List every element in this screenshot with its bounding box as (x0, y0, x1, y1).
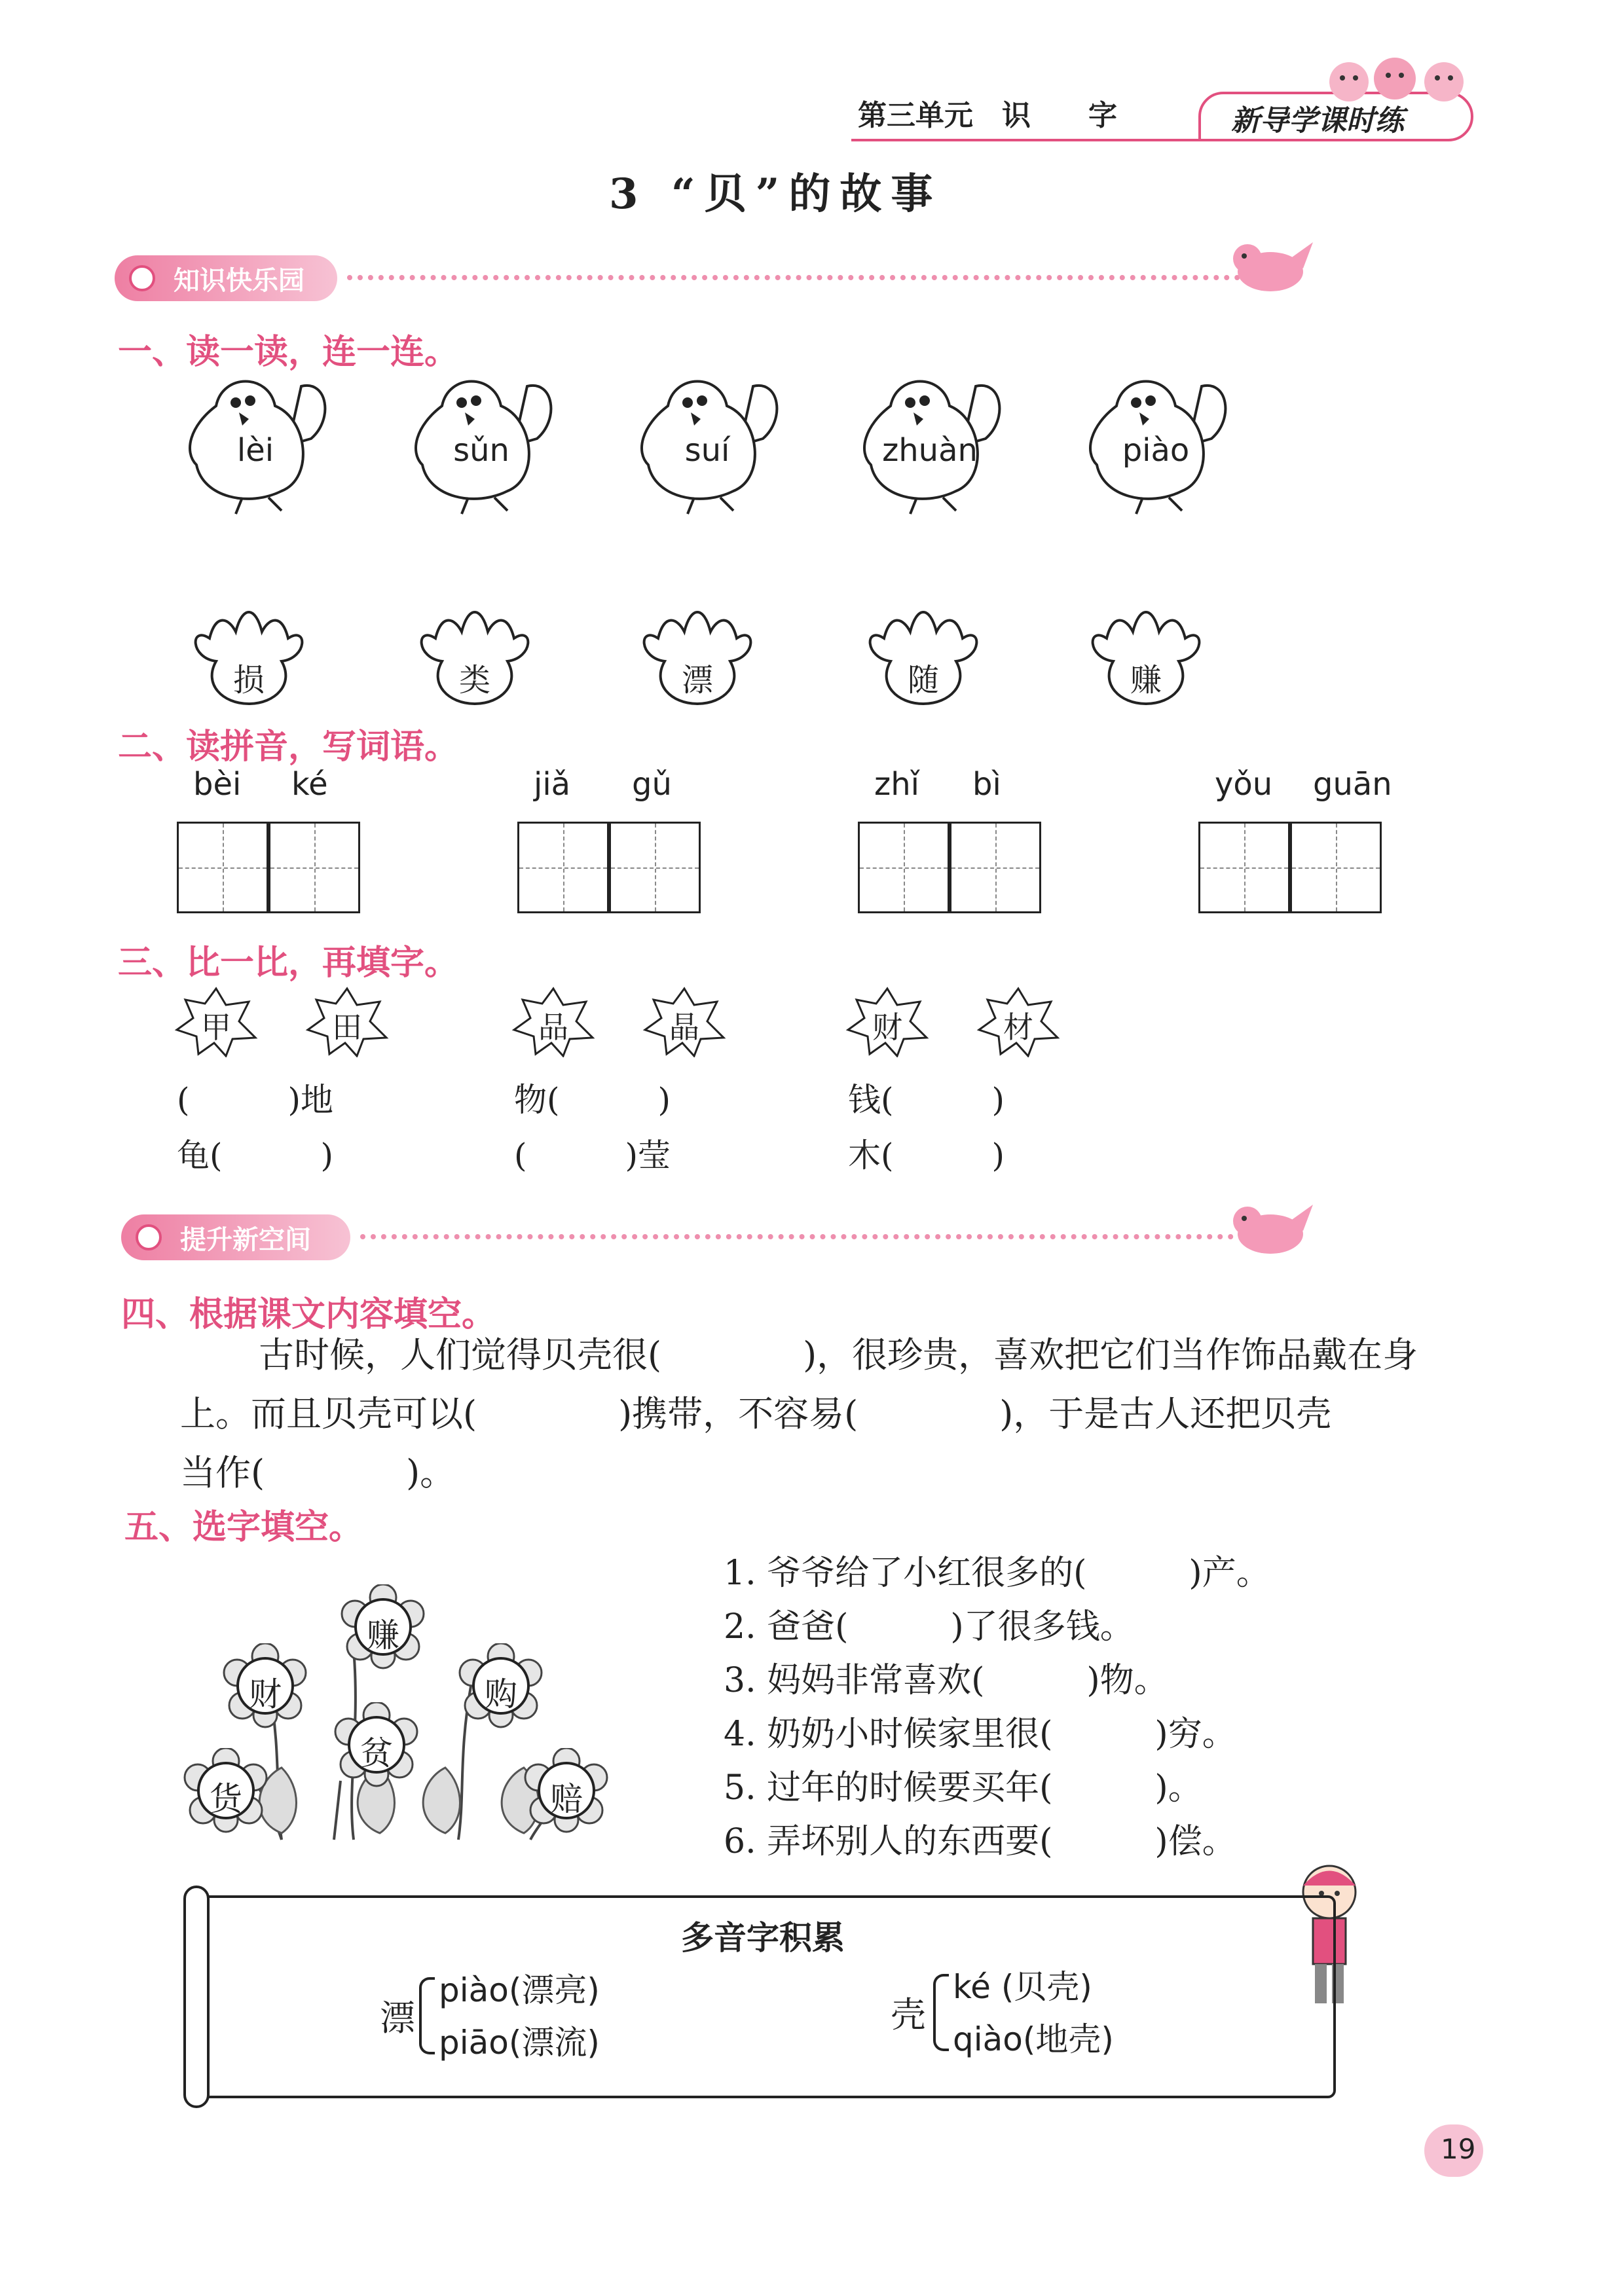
polyphone-left-r2: piāo(漂流) (439, 2024, 600, 2062)
section4-title: 四、根据课文内容填空。 (121, 1295, 496, 1334)
s4-line3: 当作( )。 (180, 1452, 456, 1493)
banner-divider (347, 275, 1251, 280)
banner-dot-icon (136, 1224, 162, 1250)
plant-card-0 (183, 599, 314, 710)
s5-question[interactable]: 2. 爸爸( )了很多钱。 (724, 1607, 1134, 1647)
polyphone-right-r2: qiào(地壳) (953, 2020, 1114, 2058)
header-line (851, 139, 1205, 141)
banner-advance (121, 1214, 350, 1260)
bird-card-0 (177, 367, 334, 517)
polyphone-char-right: 壳 (891, 1994, 926, 2035)
plant-card-4 (1080, 599, 1211, 710)
star-badge (845, 985, 930, 1057)
s2-pinyin-b: bì (972, 766, 1001, 803)
flower-char: 购 (485, 1675, 517, 1713)
section5-title: 五、选字填空。 (124, 1508, 363, 1547)
flower-char: 赔 (550, 1780, 583, 1818)
bird-card-3 (851, 367, 1008, 517)
polyphone-left-r1: piào(漂亮) (439, 1971, 600, 2009)
pink-bird-icon (1225, 1195, 1316, 1269)
plant-char: 赚 (1130, 662, 1162, 699)
s5-question[interactable]: 4. 奶奶小时候家里很( )穷。 (724, 1715, 1236, 1754)
s2-pinyin-a: bèi (193, 766, 242, 803)
write-box[interactable] (177, 822, 268, 913)
plant-char: 漂 (681, 662, 713, 699)
star-char: 财 (872, 1010, 902, 1045)
kids-faces-icon (1323, 56, 1480, 111)
flower-2 (458, 1643, 544, 1728)
s4-line2: 上。而且贝壳可以( )携带，不容易( )，于是古人还把贝壳 (180, 1393, 1332, 1434)
flower-char: 赚 (367, 1616, 399, 1654)
write-box[interactable] (1290, 822, 1382, 913)
bird-pinyin: suí (684, 432, 730, 469)
banner-advance-label: 提升新空间 (180, 1224, 311, 1255)
s3-fill-row1[interactable]: ( )地 (177, 1081, 334, 1119)
polyphone-char-left: 漂 (380, 1997, 415, 2039)
s2-pinyin-b: gǔ (632, 766, 672, 803)
polyphone-right-r1: ké (贝壳) (953, 1968, 1092, 2006)
plant-card-1 (409, 599, 540, 710)
s5-question[interactable]: 3. 妈妈非常喜欢( )物。 (724, 1661, 1168, 1700)
s3-fill-row1[interactable]: 钱( ) (848, 1081, 1005, 1119)
brace-left (419, 1977, 435, 2054)
flower-char: 贫 (360, 1734, 393, 1772)
s5-question[interactable]: 6. 弄坏别人的东西要( )偿。 (724, 1822, 1236, 1861)
bird-pinyin: piào (1122, 432, 1190, 469)
flower-char: 货 (210, 1780, 242, 1818)
header-brand: 新导学课时练 (1231, 104, 1404, 137)
banner-divider (360, 1234, 1244, 1239)
lesson-title: 3 “贝”的故事 (609, 170, 942, 219)
write-box[interactable] (950, 822, 1041, 913)
plant-char: 类 (458, 662, 490, 699)
write-box[interactable] (1198, 822, 1290, 913)
bird-card-2 (629, 367, 786, 517)
plant-card-2 (632, 599, 763, 710)
bird-pinyin: lèi (236, 432, 274, 469)
star-char: 甲 (201, 1010, 231, 1045)
s2-pinyin-b: guān (1313, 766, 1392, 803)
star-char: 晶 (669, 1010, 699, 1045)
flower-5 (524, 1748, 609, 1833)
flower-cluster (183, 1571, 642, 1846)
banner-knowledge-label: 知识快乐园 (174, 265, 304, 296)
star-badge (304, 985, 390, 1057)
star-badge (976, 985, 1061, 1057)
plant-card-3 (858, 599, 989, 710)
s2-pinyin-b: ké (291, 766, 328, 803)
write-box[interactable] (609, 822, 701, 913)
header-unit: 第三单元 识 字 (858, 99, 1117, 132)
bird-pinyin: sǔn (453, 432, 509, 469)
star-badge (642, 985, 727, 1057)
banner-dot-icon (129, 265, 155, 291)
write-box[interactable] (517, 822, 609, 913)
star-char: 品 (538, 1010, 568, 1045)
scroll-roll-left (183, 1886, 210, 2108)
s3-fill-row2[interactable]: ( )莹 (514, 1137, 671, 1175)
s3-fill-row2[interactable]: 龟( ) (177, 1137, 334, 1175)
plant-char: 损 (232, 662, 265, 699)
pink-bird-icon (1225, 232, 1316, 307)
flower-3 (334, 1702, 419, 1787)
bird-pinyin: zhuàn (882, 432, 978, 469)
bird-card-1 (403, 367, 560, 517)
star-badge (511, 985, 596, 1057)
s2-pinyin-a: jiǎ (534, 766, 571, 803)
banner-knowledge (115, 255, 337, 301)
section3-title: 三、比一比，再填字。 (118, 943, 459, 983)
flower-0 (341, 1584, 426, 1669)
s2-pinyin-a: yǒu (1215, 766, 1273, 803)
s4-line1: 古时候，人们觉得贝壳很( )，很珍贵，喜欢把它们当作饰品戴在身 (259, 1334, 1418, 1376)
s5-question[interactable]: 5. 过年的时候要买年( )。 (724, 1768, 1202, 1808)
star-char: 材 (1003, 1010, 1033, 1045)
star-badge (174, 985, 259, 1057)
bird-card-4 (1077, 367, 1234, 517)
section2-title: 二、读拼音，写词语。 (118, 727, 459, 767)
s2-pinyin-a: zhǐ (874, 766, 919, 803)
star-char: 田 (332, 1010, 362, 1045)
flower-char: 财 (249, 1675, 282, 1713)
page-number: 19 (1441, 2133, 1476, 2165)
s5-question[interactable]: 1. 爷爷给了小红很多的( )产。 (724, 1554, 1270, 1593)
scroll-title: 多音字积累 (681, 1919, 845, 1957)
flower-4 (183, 1748, 268, 1833)
s3-fill-row2[interactable]: 木( ) (848, 1137, 1005, 1175)
write-box[interactable] (268, 822, 360, 913)
write-box[interactable] (858, 822, 950, 913)
brace-right (933, 1974, 949, 2051)
s3-fill-row1[interactable]: 物( ) (514, 1081, 671, 1119)
flower-1 (223, 1643, 308, 1728)
plant-char: 随 (907, 662, 939, 699)
section1-title: 一、读一读，连一连。 (118, 333, 459, 372)
